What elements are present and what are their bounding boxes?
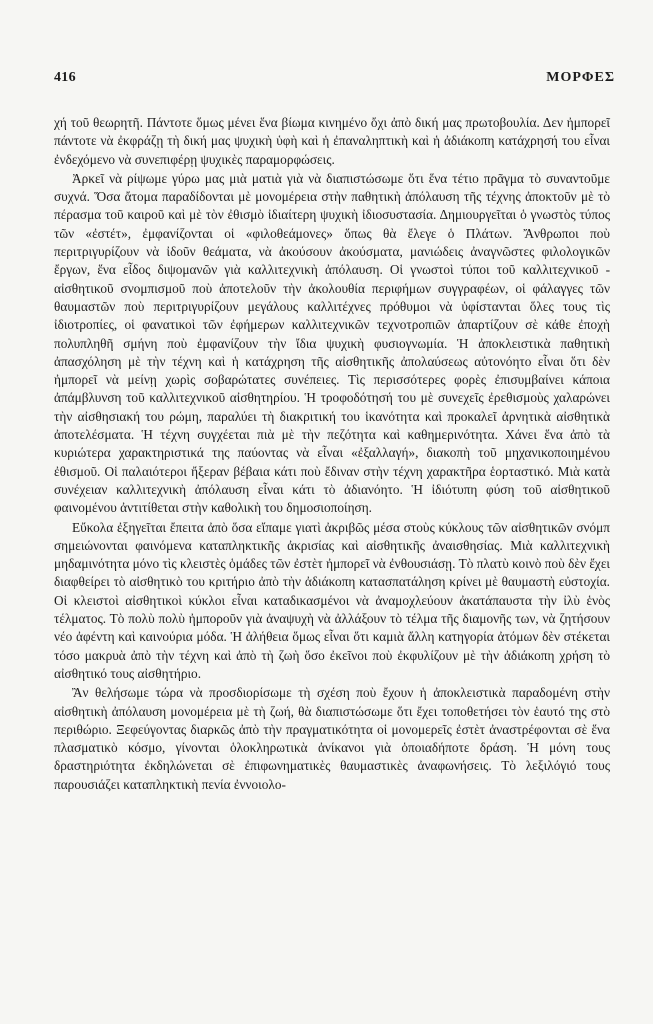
paragraph: Ἂν θελήσωμε τώρα νὰ προσδιορίσωμε τὴ σχέση ποὺ ἔχουν ἡ ἀποκλειστικὰ παραδομένη στὴν αἰσθητικὴ ἀπόλαυση μονομέρεια μὲ τὴ ζωή, θὰ διαπιστώσωμε ὅτι ἔχει τοποθετήσει τὸν ἑαυτό της στὸ περιθώριο. Ξεφεύγοντας διαρκῶς ἀπὸ τὴν πραγματικότητα οἱ μονομερεῖς ἐστὲτ ἀναστρέφονται σὲ ἕνα πλασματικὸ κόσμο, γίνονται ὁλοκληρωτικὰ ἀνίκανοι γιὰ ὁποιαδήποτε δράση. Ἡ μόνη τους δραστηριότητα ἐκδηλώνεται σὲ ἐπιφωνηματικὲς θαυμαστικὲς ἀναφωνήσεις. Τὸ λεξιλόγιό τους παρουσιάζει καταπληκτικὴ πενία ἐννοιολο- xyxy=(54,685,610,792)
journal-title: ΜΟΡΦΕΣ xyxy=(546,70,615,85)
paragraph-continued: χή τοῦ θεωρητῆ. Πάντοτε ὅμως μένει ἕνα βίωμα κινημένο ὄχι ἀπὸ δική μας πρωτοβουλία. Δεν ἠμπορεῖ πάντοτε νὰ ἐκφράζῃ τὴ δική μας ψυχικὴ ὑφὴ καὶ ἡ ἐπαναληπτικὴ καὶ ἡ ἀδιάκοπη κατάχρησή του εἶναι ἐνδεχόμενο νὰ συνεπιφέρῃ ψυχικὲς παραμορφώσεις. xyxy=(54,115,610,167)
paragraph: Ἀρκεῖ νὰ ρίψωμε γύρω μας μιὰ ματιὰ γιὰ νὰ διαπιστώσωμε ὅτι ἕνα τέτιο πρᾶγμα τὸ συναντοῦμε συχνά. Ὅσα ἄτομα παραδίδονται μὲ μονομέρεια στὴν παθητικὴ ἀπόλαυση τῆς τέχνης ἀποκτοῦν μὲ τὸ πέρασμα τοῦ καιροῦ καὶ μὲ τὸν ἐθισμὸ ἰδιαίτερη ψυχικὴ ἰδιοσυστασία. Δημιουργεῖται ὁ γνωστὸς τύπος τῶν «ἐστέτ», ἐμφανίζονται οἱ «φιλοθεάμονες» ὅπως θὰ ἔλεγε ὁ Πλάτων. Ἄνθρωποι ποὺ περιτριγυρίζουν νὰ ἰδοῦν θεάματα, νὰ ἀκούσουν ἀκούσματα, μανιώδεις ἀναγνῶστες φιλολογικῶν ἔργων, ἕνα εἶδος διψομανῶν γιὰ καλλιτεχνικὴ ἀπόλαυση. Οἱ γνωστοὶ τύποι τοῦ καλλιτεχνικοῦ - αἰσθητικοῦ σνομπισμοῦ ποὺ ἀποτελοῦν τὴν ἀκολουθία περιφήμων συγγραφέων, οἱ φάλαγγες τῶν θαυμαστῶν ποὺ περιτριγυρίζουν μεγάλους καλλιτέχνες πρόθυμοι νὰ ὑφίστανται ὅλες τους τὶς ἰδιοτροπίες, οἱ φανατικοὶ τῶν ἐφήμερων καλλιτεχνικῶν τεχνοτροπιῶν ἀπαρτίζουν σὲ κάθε ἐποχὴ πολυπληθῆ σμήνη ποὺ ἐμφανίζουν τὴν ἴδια ψυχικὴ φυσιογνωμία. Ἡ ἀποκλειστικὰ παθητικὴ ἀπασχόληση μὲ τὴν τέχνη καὶ ἡ κατάχρηση τῆς αἰσθητικῆς ἀπολαύσεως αὐτονόητο εἶναι ὅτι δὲν ἠμπορεῖ νὰ μείνῃ χωρὶς σοβαρώτατες συνέπειες. Τὶς περισσότερες φορὲς ἐπισυμβαίνει κάποια ἀπάμβλυνση τοῦ καλλιτεχνικοῦ αἰσθητηρίου. Ἡ τροφοδότησή του μὲ συνεχεῖς ἐρεθισμοὺς χαλαρώνει τὴν αἰσθησιακή του ρώμη, παραλύει τὴ διακριτική του ἱκανότητα καὶ προκαλεῖ ἀρνητικὰ αἰσθητικὰ ἀποτελέσματα. Ἡ τέχνη συγχέεται πιὰ μὲ τὴν πεζότητα καὶ καθημερινότητα. Χάνει ἕνα ἀπὸ τὰ κυριώτερα χαρακτηριστικά της παύοντας νὰ εἶναι «ἐξαλλαγή», διακοπὴ τοῦ μηχανικοποιημένου ἐθισμοῦ. Οἱ παλαιότεροι ἤξεραν βέβαια κάτι ποὺ ἔδιναν στὴν τέχνη χαρακτῆρα ἑορταστικό. Μιὰ κατὰ συνέχειαν καλλιτεχνικὴ ἀπόλαυση εἶναι κάτι τὸ ἀδιανόητο. Ἡ ἰδιότυπη φύση τοῦ αἰσθητικοῦ φαινομένου ἀντιτίθεται στὴν καθολικὴ του δημοσιοποίηση. xyxy=(54,170,610,516)
running-head xyxy=(54,70,615,90)
paragraph: Εὔκολα ἐξηγεῖται ἔπειτα ἀπὸ ὅσα εἴπαμε γιατὶ ἀκριβῶς μέσα στοὺς κύκλους τῶν αἰσθητικῶν σνόμπ σημειώνονται φαινόμενα καταπληκτικῆς ἀκρισίας καὶ αἰσθητικῆς ἀναισθησίας. Μιὰ καλλιτεχνικὴ μηδαμινότητα μόνο τὶς κλειστὲς ὁμάδες τῶν ἐστὲτ ἠμπορεῖ νὰ ἐνθουσιάσῃ. Τὸ πλατὺ κοινὸ ποὺ δὲν ἔχει διαφθείρει τὸ αἰσθητικὸ του κριτήριο ἀπὸ τὴν ἀδιάκοπη κατασπατάληση κρίνει μὲ θαυμαστὴ εὐστοχία. Οἱ κλειστοὶ αἰσθητικοὶ κύκλοι εἶναι καταδικασμένοι νὰ ἀναμοχλεύουν ἀκατάπαυστα τὴν ἰλὺ ἑνὸς τέλματος. Τὸ πολὺ πολὺ ἠμποροῦν γιὰ ἀναψυχὴ νὰ ἀλλάξουν τὸ τέλμα τῆς διαμονῆς των, νὰ ζητήσουν νέο ἀφέντη καὶ καινούρια μόδα. Ἡ ἀλήθεια ὅμως εἶναι ὅτι καμιὰ ἄλλη κατηγορία ἀτόμων δὲν στέκεται τόσο μακρυὰ ἀπὸ τὴν τέχνη καὶ ἀπὸ τὴ ζωὴ ὅσο ἐκεῖνοι ποὺ ἐκφυλίζουν μὲ τὴν ἀδιάκοπη χρήση τὸ αἰσθητικό τους αἰσθητήριο. xyxy=(54,519,610,681)
page-number: 416 xyxy=(54,70,76,85)
body-text xyxy=(54,114,610,794)
